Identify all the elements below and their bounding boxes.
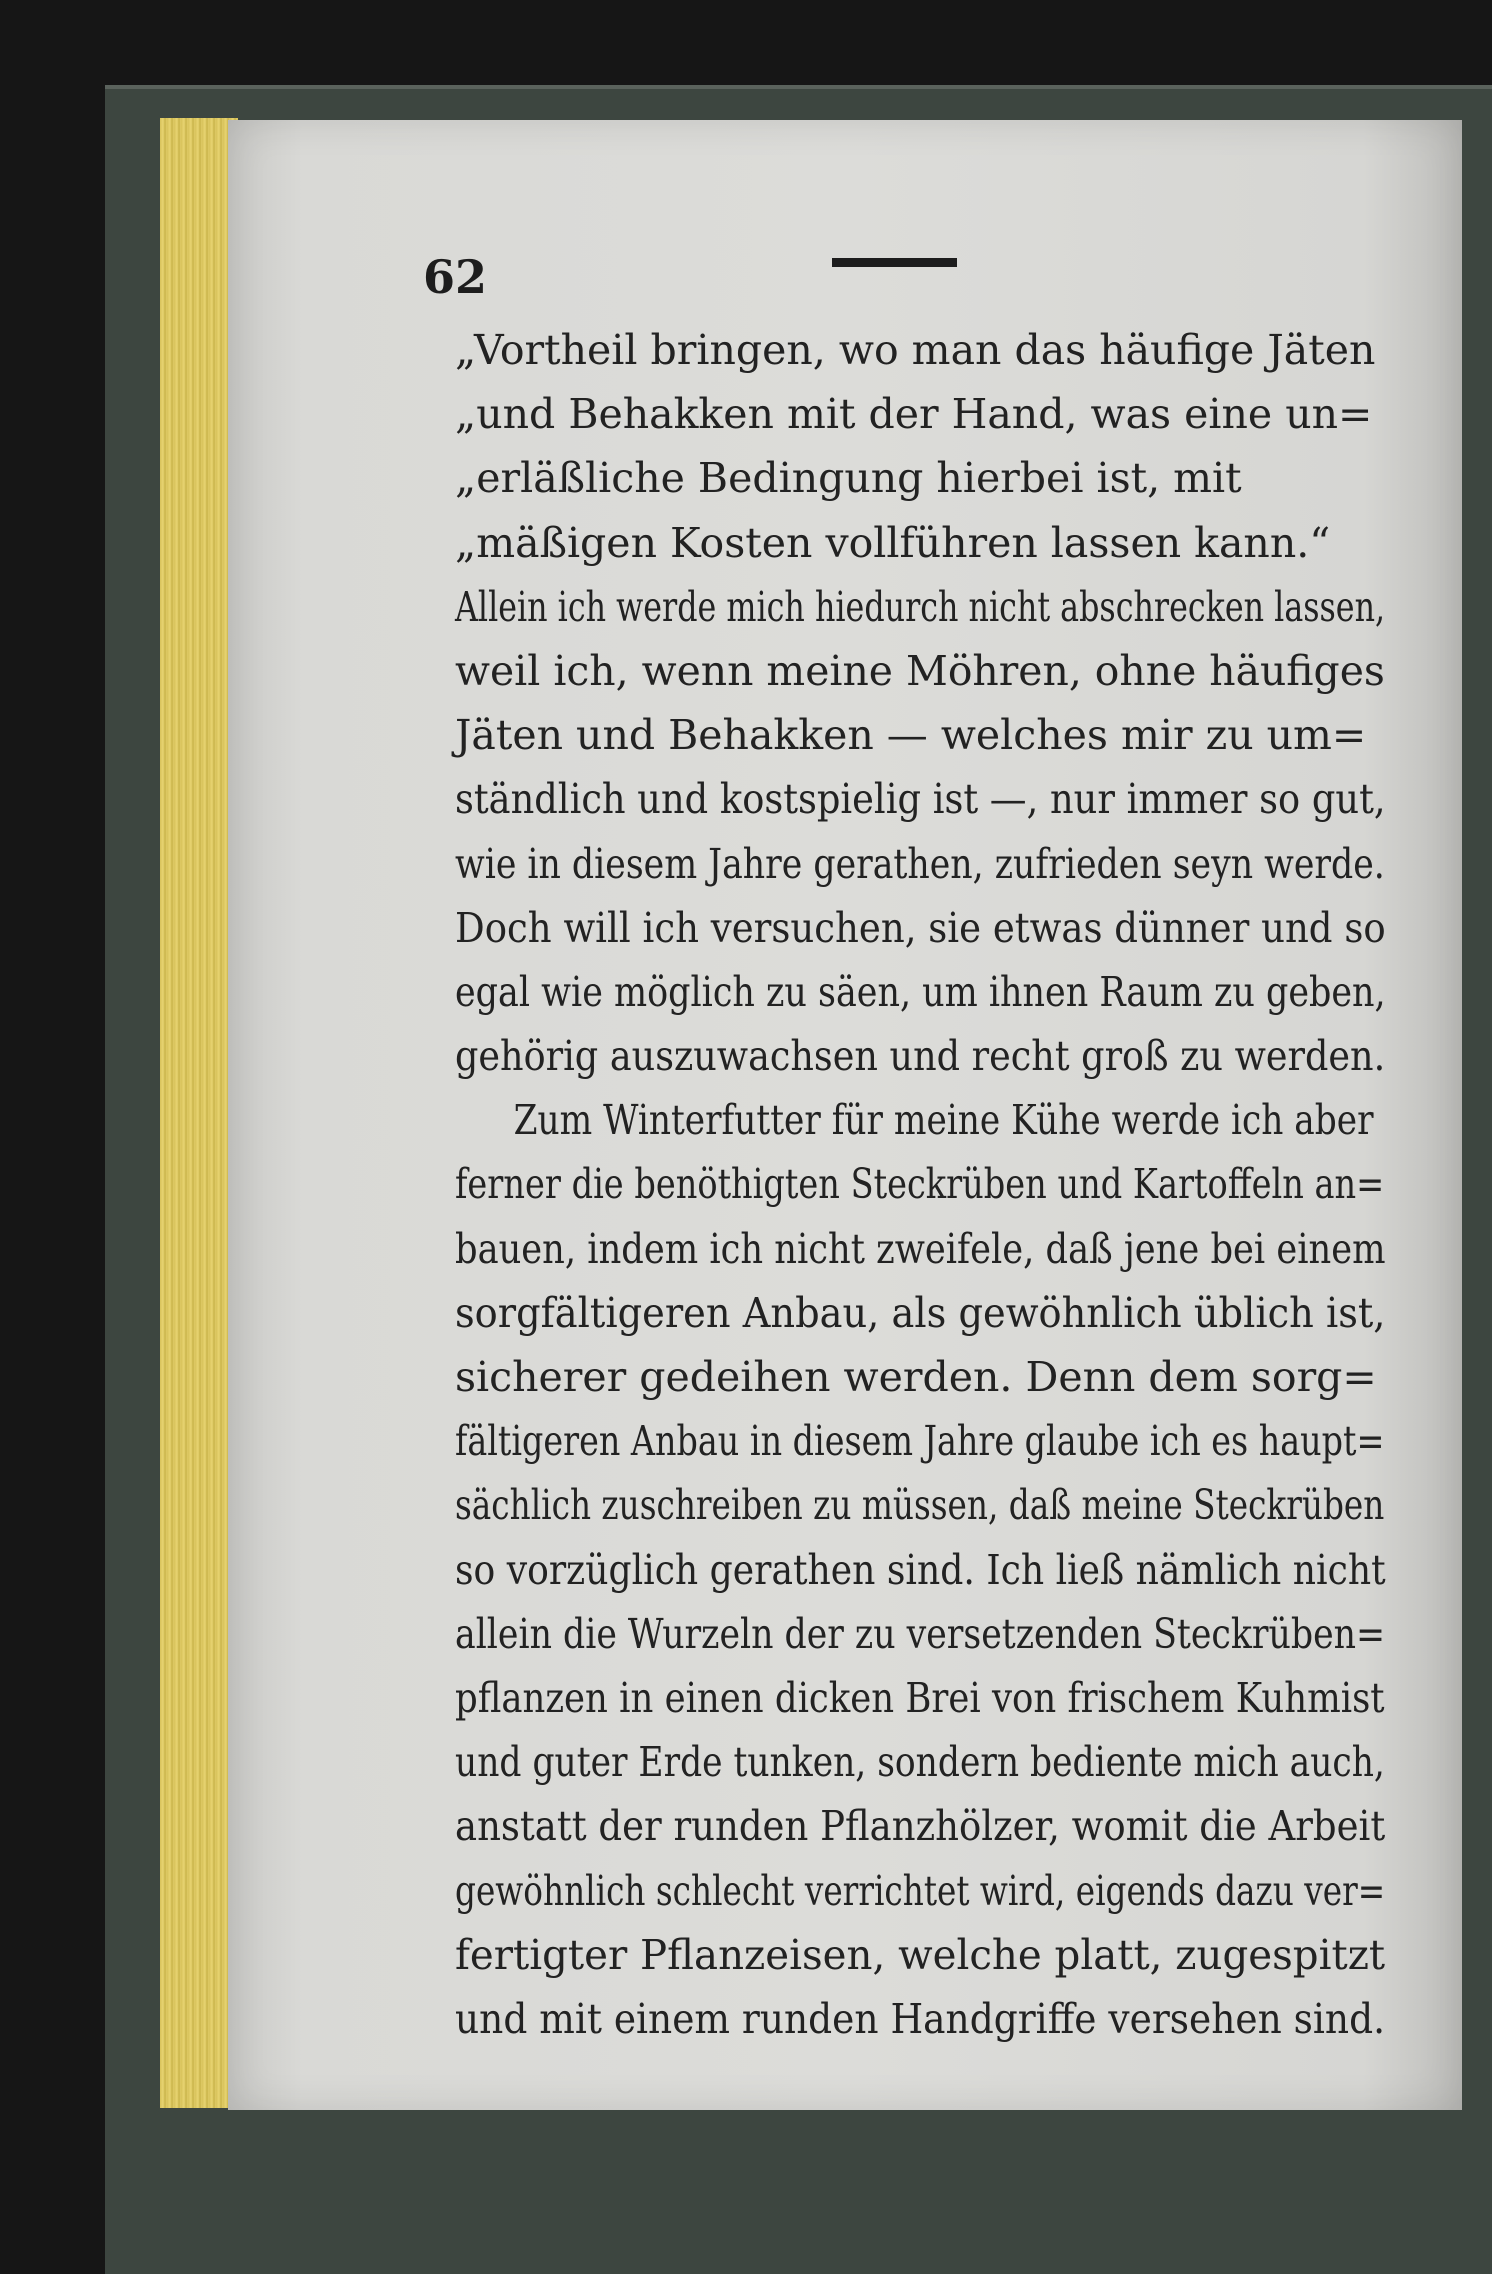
text-line: wie in diesem Jahre gerathen, zufrieden seyn werde.	[455, 839, 1385, 888]
text-line: fertigter Pflanzeisen, welche platt, zugespitzt	[455, 1930, 1386, 1979]
text-line: Doch will ich versuchen, sie etwas dünner und so	[455, 903, 1386, 952]
text-line: Allein ich werde mich hiedurch nicht abschrecken lassen,	[455, 582, 1386, 631]
body-text	[455, 318, 1385, 2051]
text-line: und mit einem runden Handgriffe versehen sind.	[455, 1994, 1386, 2043]
text-line: und guter Erde tunken, sondern bediente mich auch,	[455, 1738, 1385, 1787]
text-line: anstatt der runden Pflanzhölzer, womit die Arbeit	[455, 1802, 1386, 1851]
text-line: weil ich, wenn meine Möhren, ohne häufiges	[455, 646, 1385, 695]
text-line: fältigeren Anbau in diesem Jahre glaube ich es haupt=	[455, 1417, 1385, 1466]
text-line: gewöhnlich schlecht verrichtet wird, eigends dazu ver=	[455, 1866, 1386, 1915]
text-line: „Vortheil bringen, wo man das häufige Jäten	[455, 326, 1376, 374]
text-line: allein die Wurzeln der zu versetzenden Steckrüben=	[455, 1609, 1386, 1658]
text-line: so vorzüglich gerathen sind. Ich ließ nämlich nicht	[455, 1545, 1386, 1594]
text-line: ferner die benöthigten Steckrüben und Kartoffeln an=	[455, 1160, 1385, 1209]
text-line: sicherer gedeihen werden. Denn dem sorg=	[455, 1353, 1377, 1401]
text-line: „erläßliche Bedingung hierbei ist, mit	[455, 454, 1242, 503]
text-line: sorgfältigeren Anbau, als gewöhnlich üblich ist,	[455, 1288, 1386, 1337]
text-line: Jäten und Behakken — welches mir zu um=	[455, 711, 1367, 760]
header-rule	[832, 258, 957, 267]
text-line: bauen, indem ich nicht zweifele, daß jene bei einem	[455, 1224, 1386, 1273]
text-line: gehörig auszuwachsen und recht groß zu werden.	[455, 1032, 1386, 1081]
text-line: pflanzen in einen dicken Brei von frischem Kuhmist	[455, 1673, 1385, 1722]
text-line: egal wie möglich zu säen, um ihnen Raum zu geben,	[455, 967, 1386, 1016]
text-line: ständlich und kostspielig ist —, nur immer so gut,	[455, 775, 1386, 824]
text-line: „und Behakken mit der Hand, was eine un=	[455, 390, 1373, 439]
page-edges	[160, 118, 238, 2108]
text-line: „mäßigen Kosten vollführen lassen kann.“	[455, 518, 1331, 567]
page-number: 62	[423, 250, 488, 304]
text-line: Zum Winterfutter für meine Kühe werde ich aber	[513, 1096, 1374, 1145]
text-line: sächlich zuschreiben zu müssen, daß meine Steckrüben	[455, 1481, 1385, 1530]
